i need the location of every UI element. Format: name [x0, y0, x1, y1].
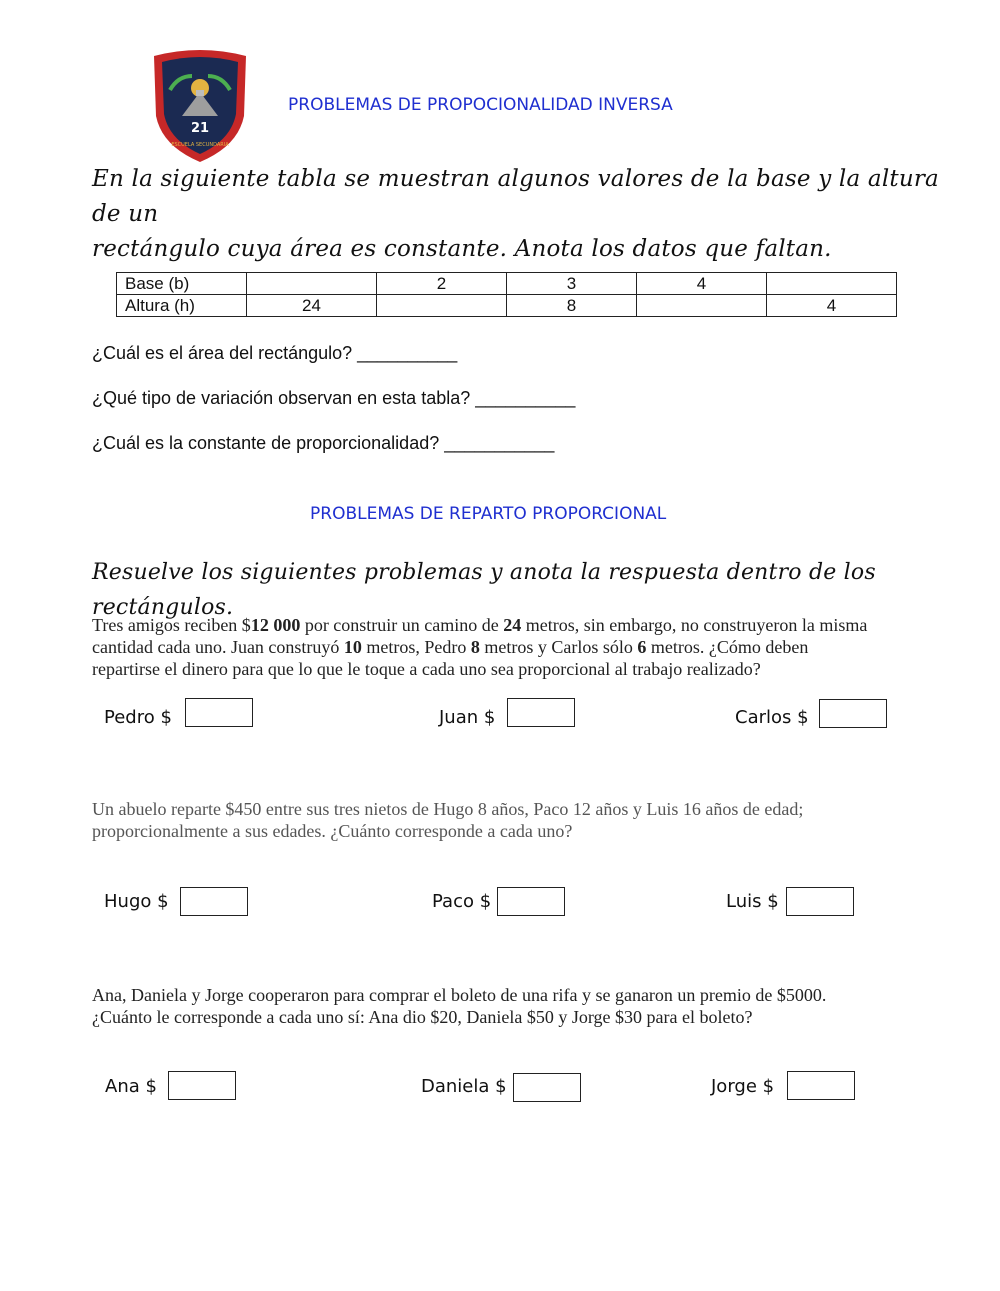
answer-box-paco[interactable]: [497, 887, 565, 916]
table-cell: 24: [247, 295, 377, 317]
table-row-base: [117, 273, 897, 295]
table-cell: 4: [637, 273, 767, 295]
problem3-line-1: Ana, Daniela y Jorge cooperaron para comprar el boleto de una rifa y se ganaron un premio de $5000.: [92, 985, 827, 1005]
text-run: metros. ¿Cómo deben: [646, 637, 809, 657]
answer-label-daniela: Daniela $: [421, 1076, 507, 1097]
juan-meters-bold: 10: [343, 637, 362, 657]
answer-box-daniela[interactable]: [513, 1073, 581, 1102]
answer-label-jorge: Jorge $: [711, 1076, 775, 1097]
section2-instruction: Resuelve los siguientes problemas y anota la respuesta dentro de los rectángulos.: [92, 560, 876, 620]
text-run: cantidad cada uno. Juan construyó: [92, 637, 344, 657]
answer-label-luis: Luis $: [726, 891, 779, 912]
answer-box-juan[interactable]: [507, 698, 575, 727]
text-run: metros, Pedro: [361, 637, 471, 657]
problem1-line-2: [92, 636, 972, 658]
answer-box-carlos[interactable]: [819, 699, 887, 728]
answer-label-carlos: Carlos $: [735, 707, 809, 728]
answer-box-luis[interactable]: [786, 887, 854, 916]
problem2-text: [92, 798, 982, 842]
text-run: Tres amigos reciben $: [92, 615, 251, 635]
table-cell: 3: [507, 273, 637, 295]
text-run: metros y Carlos sólo: [479, 637, 638, 657]
answer-box-jorge[interactable]: [787, 1071, 855, 1100]
row-label: Base (b): [117, 273, 247, 295]
answer-label-ana: Ana $: [105, 1076, 157, 1097]
answer-label-hugo: Hugo $: [104, 891, 169, 912]
pedro-meters-bold: 8: [470, 637, 480, 657]
problem2-line-1: Un abuelo reparte $450 entre sus tres nietos de Hugo 8 años, Paco 12 años y Luis 16 años de edad;: [92, 799, 804, 819]
amount-bold: 12 000: [250, 615, 301, 635]
problem3-text: [92, 984, 982, 1028]
instruction-line-1: En la siguiente tabla se muestran algunos valores de la base y la altura de un: [92, 166, 939, 227]
table-cell: 2: [377, 273, 507, 295]
problem1-line-1: [92, 614, 972, 636]
instruction-line-2: rectángulo cuya área es constante. Anota los datos que faltan.: [92, 236, 832, 262]
table-cell: 8: [507, 295, 637, 317]
answer-box-hugo[interactable]: [180, 887, 248, 916]
table-cell[interactable]: [247, 273, 377, 295]
row-label: Altura (h): [117, 295, 247, 317]
meters-bold: 24: [503, 615, 522, 635]
base-height-table: [116, 272, 897, 317]
logo-number: 21: [190, 121, 210, 136]
table-cell: 4: [767, 295, 897, 317]
table-row-height: [117, 295, 897, 317]
problem3-line-2: ¿Cuánto le corresponde a cada uno sí: Ana dio $20, Daniela $50 y Jorge $30 para el boleto?: [92, 1007, 753, 1027]
section1-title: PROBLEMAS DE PROPOCIONALIDAD INVERSA: [288, 95, 673, 115]
carlos-meters-bold: 6: [637, 637, 647, 657]
text-run: por construir un camino de: [300, 615, 504, 635]
school-logo: [148, 46, 252, 164]
text-run: metros, sin embargo, no construyeron la misma: [521, 615, 868, 635]
problem1-text: [92, 614, 972, 680]
problem2-line-2: proporcionalmente a sus edades. ¿Cuánto corresponde a cada uno?: [92, 821, 573, 841]
question-variation: ¿Qué tipo de variación observan en esta tabla? __________: [92, 388, 576, 408]
question-area: ¿Cuál es el área del rectángulo? __________: [92, 343, 458, 363]
logo-pyramid-top: [196, 90, 204, 96]
answer-box-ana[interactable]: [168, 1071, 236, 1100]
answer-label-paco: Paco $: [432, 891, 492, 912]
answer-label-pedro: Pedro $: [104, 707, 172, 728]
section2-title: PROBLEMAS DE REPARTO PROPORCIONAL: [310, 504, 667, 524]
section1-instruction: [92, 162, 972, 267]
table-cell[interactable]: [767, 273, 897, 295]
question-constant: ¿Cuál es la constante de proporcionalidad? ___________: [92, 433, 555, 453]
logo-text-ring: ESCUELA SECUNDARIA: [171, 142, 229, 148]
problem1-line-3: repartirse el dinero para que lo que le toque a cada uno sea proporcional al trabajo realizado?: [92, 659, 761, 679]
answer-box-pedro[interactable]: [185, 698, 253, 727]
table-cell[interactable]: [637, 295, 767, 317]
table-cell[interactable]: [377, 295, 507, 317]
answer-label-juan: Juan $: [439, 707, 496, 728]
